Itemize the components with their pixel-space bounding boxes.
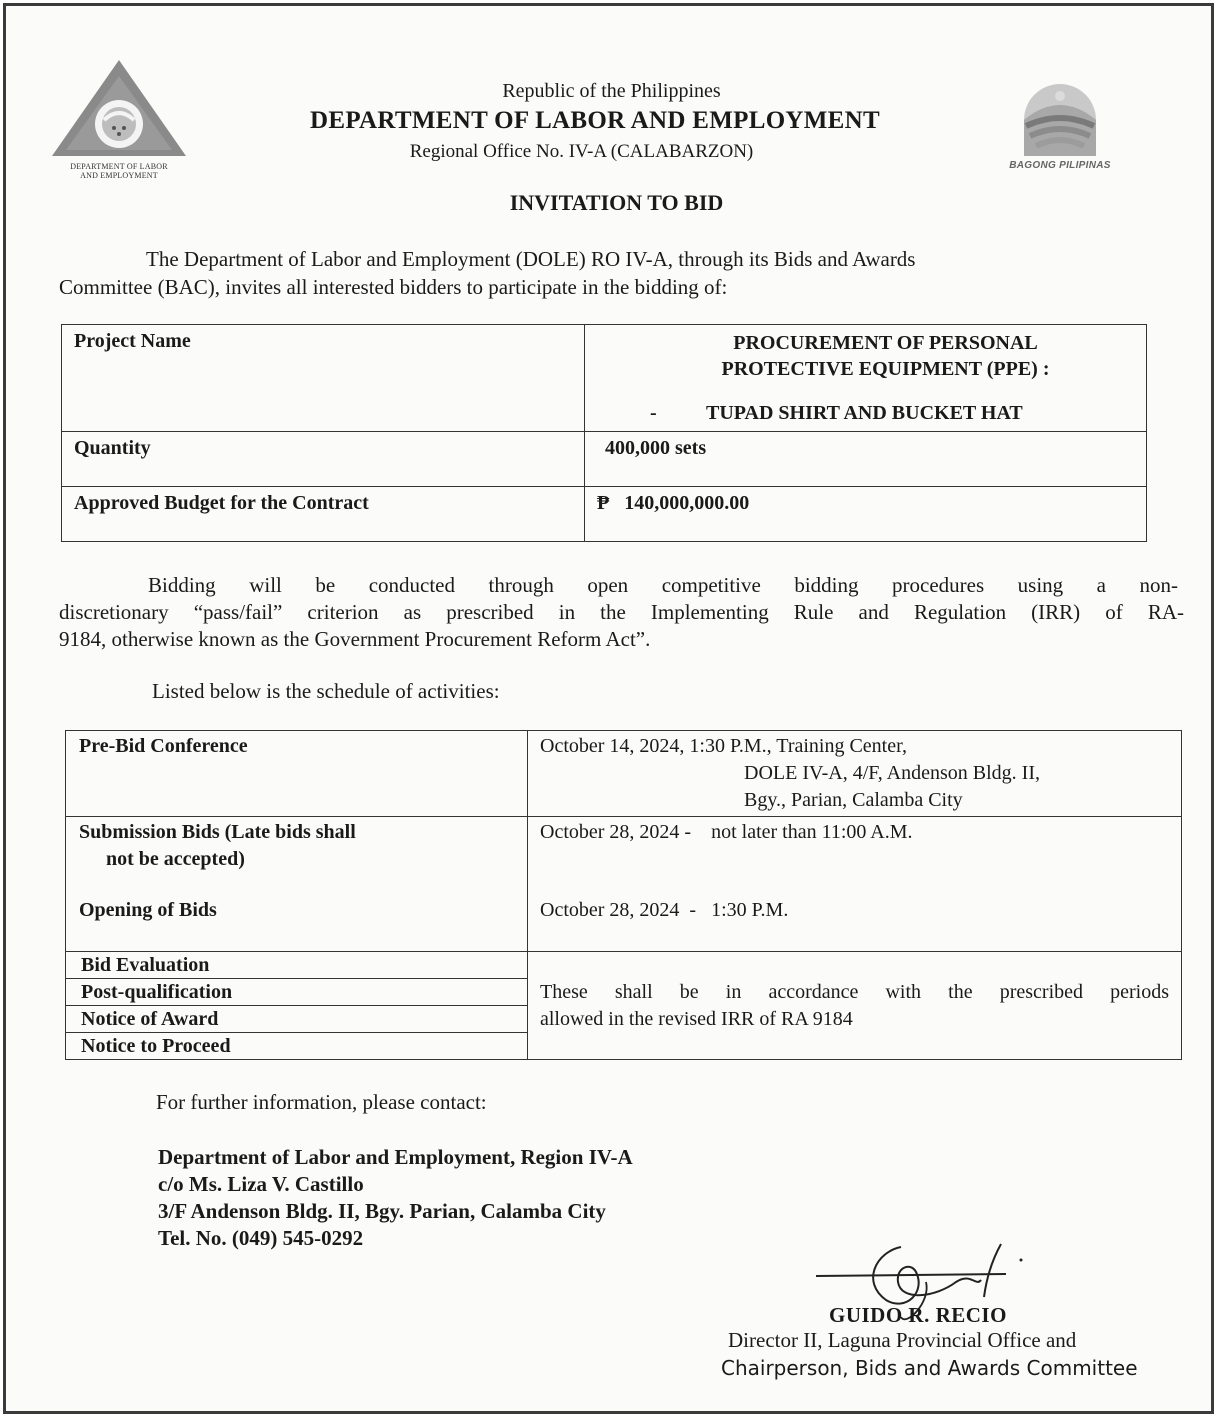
table-row — [62, 432, 1147, 487]
abc-value-cell — [585, 487, 1147, 542]
table-row — [66, 817, 1182, 952]
notice-of-award-label: Notice of Award — [66, 1006, 528, 1033]
contact-tel: Tel. No. (049) 545-0292 — [158, 1226, 364, 1250]
intro-line-1: The Department of Labor and Employment (DOLE) RO IV-A, through its Bids and Awards — [146, 247, 916, 271]
signatory-title-line1: Director II, Laguna Provincial Office and — [728, 1328, 1077, 1352]
signatory-title-line2: Chairperson, Bids and Awards Committee — [721, 1356, 1138, 1380]
notice-to-proceed-label: Notice to Proceed — [66, 1033, 528, 1060]
bidding-line-1: Bidding will be conducted through open competitive bidding procedures using a non- — [148, 573, 1178, 597]
schedule-intro: Listed below is the schedule of activities: — [152, 679, 500, 703]
bidding-line-3: 9184, otherwise known as the Government Procurement Reform Act”. — [59, 627, 651, 651]
table-row — [62, 487, 1147, 542]
bagong-pilipinas-caption: BAGONG PILIPINAS — [1009, 160, 1111, 171]
contact-intro: For further information, please contact: — [156, 1090, 487, 1114]
submission-label-line2: not be accepted) — [106, 848, 245, 870]
project-table — [61, 324, 1147, 542]
contact-org: Department of Labor and Employment, Region IV-A — [158, 1145, 633, 1169]
prebid-line3: Bgy., Parian, Calamba City — [744, 789, 963, 811]
prebid-line2: DOLE IV-A, 4/F, Andenson Bldg. II, — [744, 762, 1040, 784]
contact-block — [158, 1144, 633, 1252]
table-row — [66, 731, 1182, 817]
republic-heading: Republic of the Philippines — [502, 80, 721, 102]
regional-office-heading: Regional Office No. IV-A (CALABARZON) — [409, 141, 754, 162]
contact-address: 3/F Andenson Bldg. II, Bgy. Parian, Calamba City — [158, 1199, 606, 1223]
submission-opening-values — [528, 817, 1182, 952]
schedule-table — [65, 730, 1182, 1060]
prebid-value — [528, 731, 1182, 817]
post-value-line1: These shall be in accordance with the prescribed periods — [540, 980, 1169, 1003]
bid-evaluation-label: Bid Evaluation — [66, 952, 528, 979]
department-heading: DEPARTMENT OF LABOR AND EMPLOYMENT — [310, 107, 880, 134]
table-row — [66, 952, 1182, 979]
opening-label: Opening of Bids — [79, 899, 217, 921]
submission-opening-labels — [66, 817, 528, 952]
quantity-label: Quantity — [62, 432, 585, 487]
abc-label: Approved Budget for the Contract — [62, 487, 585, 542]
submission-label-line1: Submission Bids (Late bids shall — [79, 821, 356, 843]
logo-caption-line1: DEPARTMENT OF LABOR — [70, 162, 168, 171]
quantity-value: 400,000 sets — [585, 432, 1147, 487]
project-name-label: Project Name — [62, 325, 585, 432]
opening-value: October 28, 2024 - 1:30 P.M. — [540, 899, 789, 921]
post-qualification-label: Post-qualification — [66, 979, 528, 1006]
peso-sign: ₱ — [597, 492, 610, 514]
logo-caption-line2: AND EMPLOYMENT — [80, 171, 158, 180]
project-sub-dash: - — [650, 402, 657, 424]
document-title: INVITATION TO BID — [509, 190, 724, 215]
bidding-line-2: discretionary “pass/fail” criterion as prescribed in the Implementing Rule and Regulation (IRR) of RA- — [59, 600, 1184, 624]
project-name-line2: PROTECTIVE EQUIPMENT (PPE) : — [721, 358, 1050, 380]
project-name-value — [585, 325, 1147, 432]
post-value-line2: allowed in the revised IRR of RA 9184 — [540, 1007, 853, 1030]
project-name-line1: PROCUREMENT OF PERSONAL — [733, 332, 1038, 354]
abc-value: 140,000,000.00 — [624, 492, 750, 514]
prebid-line1: October 14, 2024, 1:30 P.M., Training Center, — [540, 735, 907, 757]
table-row — [62, 325, 1147, 432]
prebid-label: Pre-Bid Conference — [66, 731, 528, 817]
submission-value: October 28, 2024 - not later than 11:00 A.M. — [540, 821, 913, 843]
contact-person: c/o Ms. Liza V. Castillo — [158, 1172, 364, 1196]
post-activities-value — [528, 952, 1182, 1060]
signatory-name: GUIDO R. RECIO — [829, 1303, 1007, 1327]
document-page — [3, 3, 1214, 1414]
intro-line-2: Committee (BAC), invites all interested bidders to participate in the bidding of: — [59, 275, 728, 299]
project-sub-item: TUPAD SHIRT AND BUCKET HAT — [706, 402, 1023, 424]
